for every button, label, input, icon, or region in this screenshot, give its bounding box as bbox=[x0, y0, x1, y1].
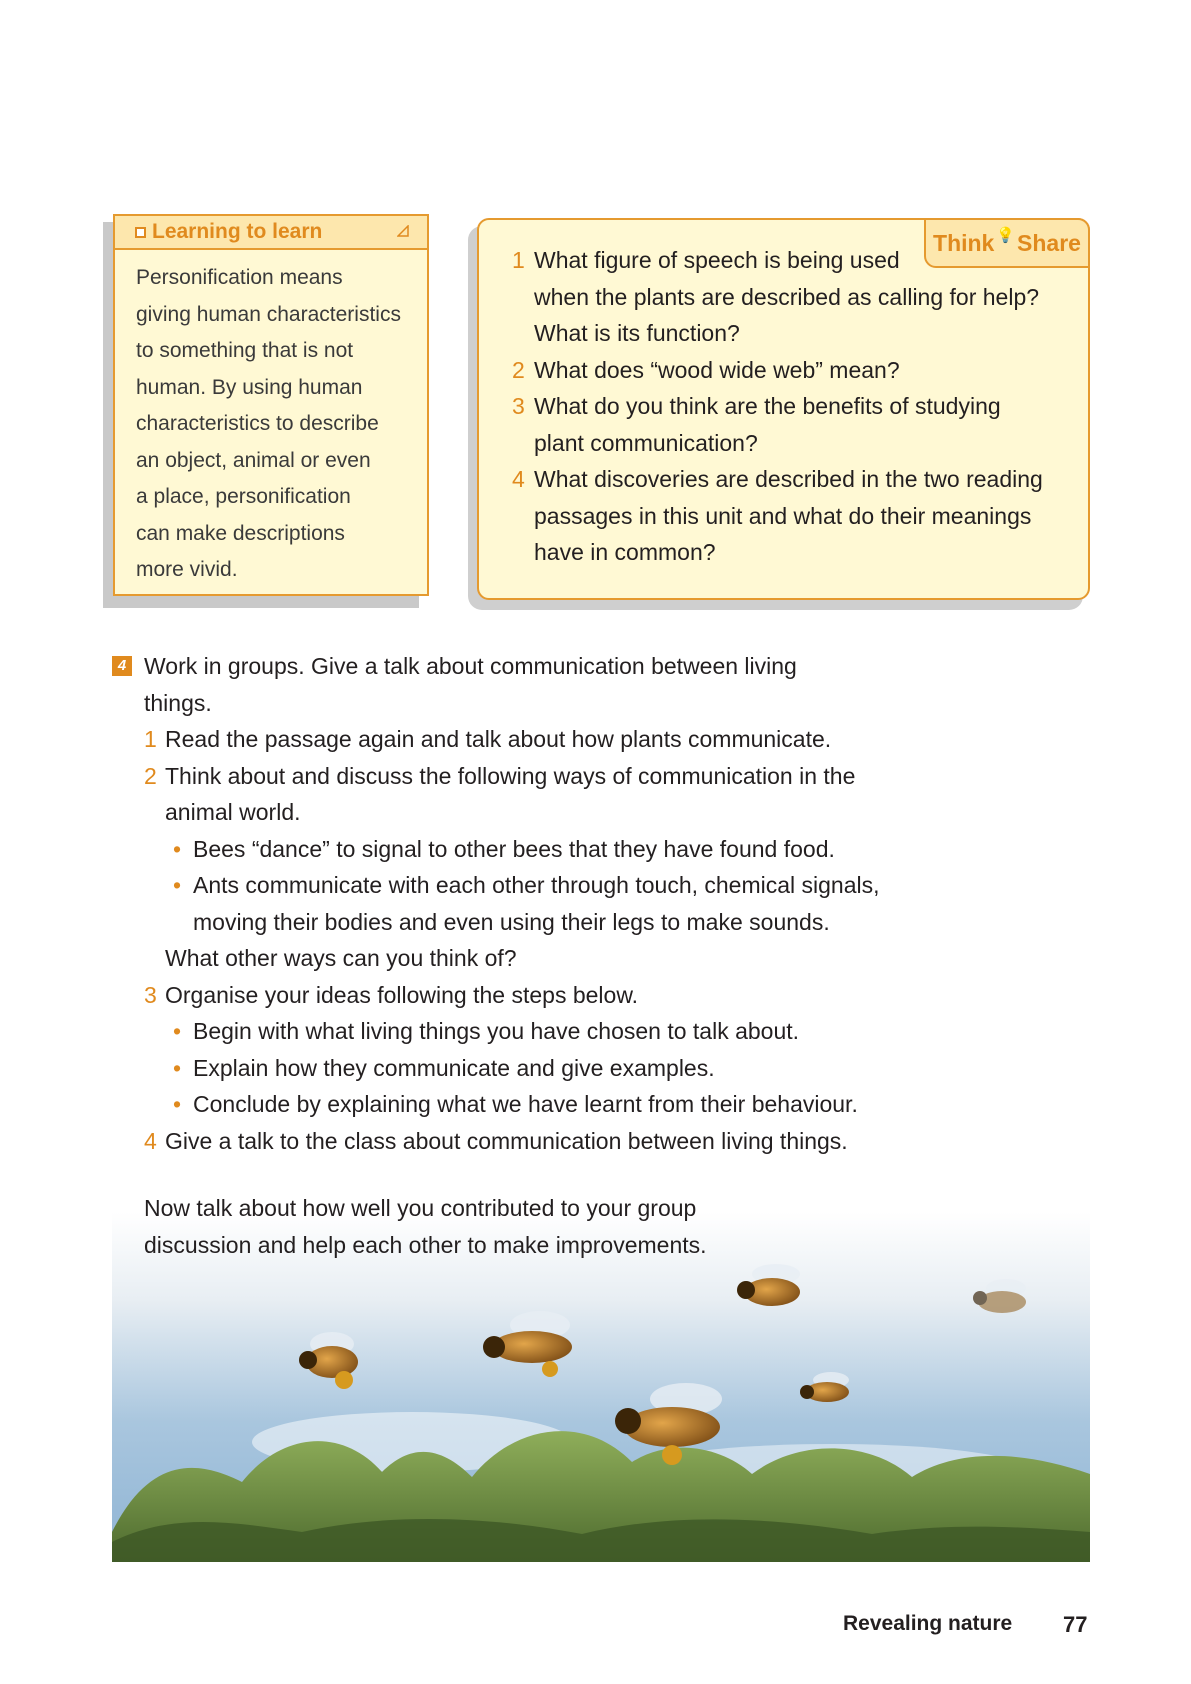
share-label: Share bbox=[1017, 229, 1081, 256]
text-line: a place, personification bbox=[136, 485, 351, 508]
question-list bbox=[512, 242, 1072, 571]
page-number: 77 bbox=[1063, 1612, 1088, 1637]
activity-heading-line: things. bbox=[144, 689, 212, 716]
step-number: 1 bbox=[144, 726, 157, 752]
bullet-text: Begin with what living things you have chosen to talk about. bbox=[193, 1018, 800, 1044]
question-line: have in common? bbox=[534, 539, 716, 565]
text-line: an object, animal or even bbox=[136, 448, 371, 472]
bullet-dot-icon: • bbox=[173, 872, 182, 898]
bullet-text: moving their bodies and even using their legs to make sounds. bbox=[193, 908, 830, 935]
step-number: 4 bbox=[144, 1127, 157, 1154]
question-item bbox=[512, 388, 1072, 461]
step-item bbox=[144, 721, 912, 758]
bullet-dot-icon: • bbox=[173, 1091, 182, 1117]
question-number: 4 bbox=[512, 466, 525, 492]
bullet-item bbox=[165, 1050, 912, 1087]
think-share-box bbox=[477, 218, 1090, 600]
bullet-dot-icon: • bbox=[173, 835, 182, 862]
bullet-text: Ants communicate with each other through touch, chemical signals, bbox=[193, 872, 880, 898]
step-followup: What other ways can you think of? bbox=[165, 945, 517, 971]
question-number: 3 bbox=[512, 393, 525, 419]
step-text: Organise your ideas following the steps below. bbox=[165, 981, 639, 1008]
question-item bbox=[512, 242, 1072, 352]
text-line: can make descriptions bbox=[136, 521, 345, 545]
question-number: 1 bbox=[512, 247, 525, 273]
question-line: What figure of speech is being used bbox=[534, 247, 900, 273]
question-number: 2 bbox=[512, 356, 525, 383]
activity-section bbox=[112, 648, 912, 1159]
footer-unit-title: Revealing nature bbox=[843, 1612, 1013, 1635]
bullet-item bbox=[165, 831, 912, 868]
activity-number-badge: 4 bbox=[112, 656, 132, 676]
question-line: when the plants are described as calling for help? bbox=[534, 283, 1040, 310]
checkbox-square-icon bbox=[135, 227, 146, 238]
step-item bbox=[144, 977, 912, 1014]
bullet-item bbox=[165, 867, 912, 940]
question-line: What does “wood wide web” mean? bbox=[534, 356, 900, 383]
question-item bbox=[512, 352, 1072, 389]
question-line: What do you think are the benefits of studying bbox=[534, 393, 1001, 419]
reflection-text bbox=[144, 1190, 844, 1263]
learning-box-body bbox=[115, 250, 427, 589]
activity-steps bbox=[144, 721, 912, 1159]
text-line: human. By using human bbox=[136, 375, 363, 399]
activity-heading-line: Work in groups. Give a talk about communication between living bbox=[144, 653, 797, 679]
text-line: characteristics to describe bbox=[136, 412, 379, 435]
corner-triangle-icon bbox=[397, 225, 409, 237]
bullet-dot-icon: • bbox=[173, 1054, 182, 1081]
bullet-list bbox=[165, 1013, 912, 1123]
reflection-line: discussion and help each other to make improvements. bbox=[144, 1231, 707, 1258]
question-item bbox=[512, 461, 1072, 571]
bullet-text: Bees “dance” to signal to other bees that they have found food. bbox=[193, 835, 835, 862]
learning-box-header bbox=[115, 216, 427, 250]
question-line: What is its function? bbox=[534, 320, 740, 346]
bullet-item bbox=[165, 1086, 912, 1123]
step-item bbox=[144, 1123, 912, 1160]
text-line: to something that is not bbox=[136, 339, 354, 362]
text-line: giving human characteristics bbox=[136, 302, 401, 326]
text-line: Personification means bbox=[136, 266, 343, 289]
bullet-text: Explain how they communicate and give examples. bbox=[193, 1054, 715, 1081]
bullet-text: Conclude by explaining what we have learnt from their behaviour. bbox=[193, 1091, 858, 1117]
step-text: Give a talk to the class about communication between living things. bbox=[165, 1127, 848, 1154]
learning-box-title: Learning to learn bbox=[152, 220, 323, 243]
bullet-item bbox=[165, 1013, 912, 1050]
learning-to-learn-box bbox=[113, 214, 429, 596]
step-text: animal world. bbox=[165, 799, 301, 825]
step-text: Think about and discuss the following ways of communication in the bbox=[165, 762, 856, 789]
question-line: plant communication? bbox=[534, 429, 758, 456]
step-number: 3 bbox=[144, 981, 157, 1008]
activity-heading bbox=[112, 648, 912, 721]
bullet-dot-icon: • bbox=[173, 1018, 182, 1044]
bullet-list bbox=[165, 831, 912, 941]
bees-photo bbox=[112, 1212, 1090, 1562]
text-line: more vivid. bbox=[136, 558, 238, 581]
step-item bbox=[144, 758, 912, 831]
reflection-line: Now talk about how well you contributed to your group bbox=[144, 1195, 697, 1221]
step-number: 2 bbox=[144, 762, 157, 789]
question-line: What discoveries are described in the two reading bbox=[534, 466, 1043, 492]
lightbulb-icon: 💡 bbox=[996, 227, 1016, 244]
step-text: Read the passage again and talk about how plants communicate. bbox=[165, 726, 832, 752]
think-label: Think bbox=[933, 229, 995, 256]
question-line: passages in this unit and what do their meanings bbox=[534, 502, 1032, 529]
